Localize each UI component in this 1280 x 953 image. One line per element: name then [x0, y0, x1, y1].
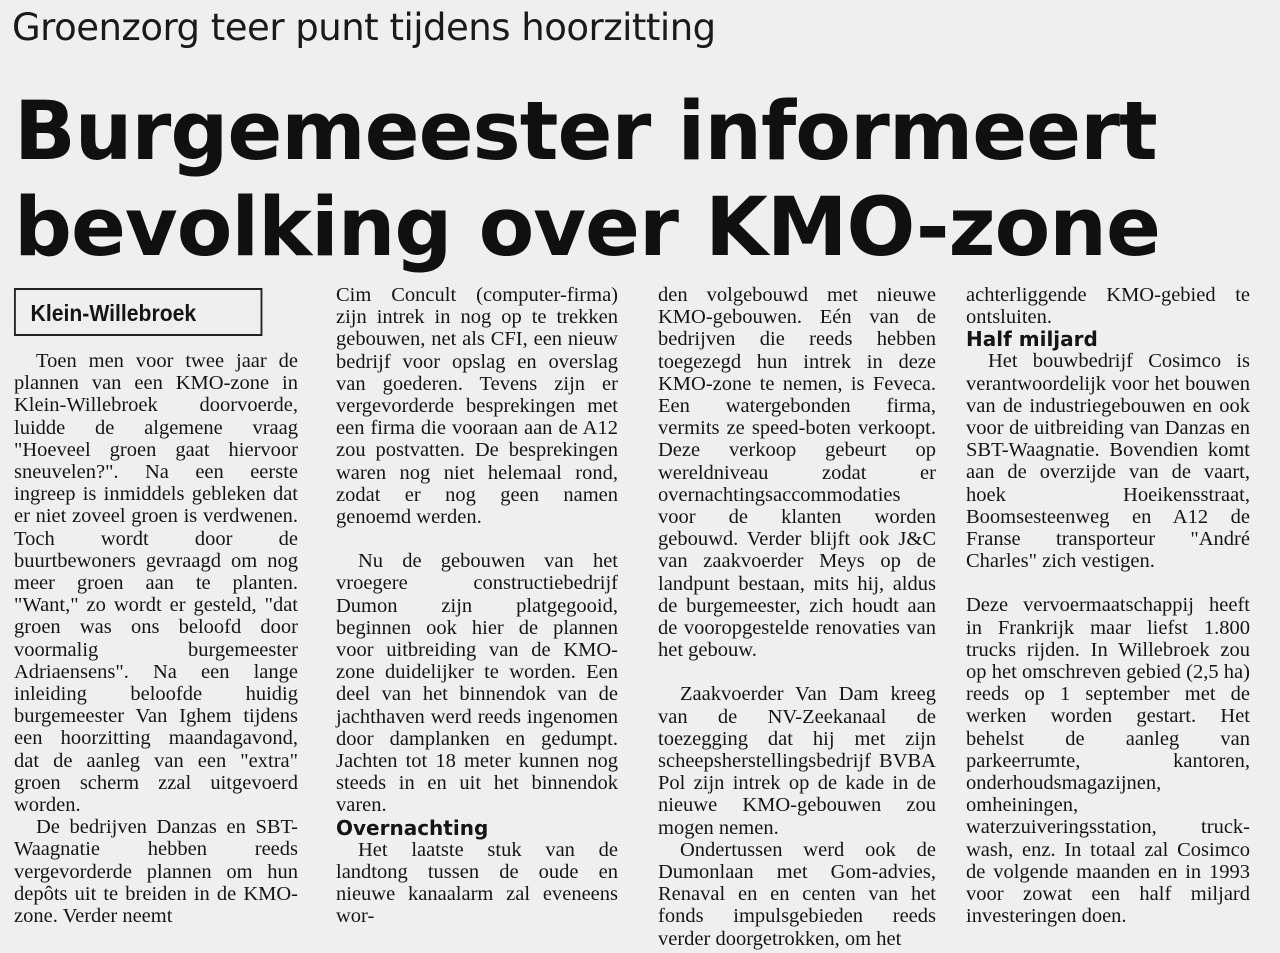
kicker: Groenzorg teer punt tijdens hoorzitting: [12, 6, 716, 49]
column-2: [336, 284, 618, 927]
paragraph: Ondertussen werd ook de Dumonlaan met Gom-advies, Renaval en en centen van het fonds impulsgebieden reeds verder doorgetrokken, om het: [658, 838, 936, 950]
paragraph: Nu de gebouwen van het vroegere constructiebedrijf Dumon zijn platgegooid, beginnen ook hier de plannen voor uitbreiding van de KMO-zone duidelijker te worden. Een deel van het binnendok van de jachthaven werd reeds ingenomen door damplanken en gedumpt. Jachten tot 18 meter kunnen nog steeds in en uit het binnendok varen.: [336, 550, 618, 817]
headline-line-2: bevolking over KMO-zone: [14, 181, 1160, 275]
paragraph: achterliggende KMO-gebied te ontsluiten.: [966, 284, 1250, 329]
subheading-overnachting: Overnachting: [336, 815, 489, 840]
headline: [14, 84, 1160, 276]
paragraph: Het laatste stuk van de landtong tussen de oude en nieuwe kanaalarm zal eveneens wor-: [336, 838, 618, 928]
column-4: [966, 284, 1250, 927]
paragraph: Cim Concult (computer-firma) zijn intrek in nog op te trekken gebouwen, net als CFI, een nieuw bedrijf voor opslag en overslag van goederen. Tevens zijn er vergevorderde besprekingen met een firma die vooraan aan de A12 zou postvatten. De besprekingen waren nog niet helemaal rond, zodat er nog geen namen genoemd werden.: [336, 284, 618, 529]
column-3: [658, 284, 936, 950]
paragraph: De bedrijven Danzas en SBT-Waagnatie hebben reeds vergevorderde plannen om hun depôts uit te breiden in de KMO-zone. Verder neemt: [14, 816, 298, 928]
paragraph: den volgebouwd met nieuwe KMO-gebouwen. Eén van de bedrijven die reeds hebben toegezegd hun intrek in deze KMO-zone te nemen, is Feveca. Een watergebonden firma, vermits ze speed-boten verkoopt. Deze verkoop gebeurt op wereldniveau zodat er overnachtingsaccommodaties voor de klanten worden gebouwd. Verder blijft ook J&C van zaakvoerder Meys op de landpunt bestaan, mits hij, aldus de burgemeester, zich houdt aan de vooropgestelde renovaties van het gebouw.: [658, 284, 936, 662]
paragraph: Zaakvoerder Van Dam kreeg van de NV-Zeekanaal de toezegging dat hij met zijn scheepsherstellingsbedrijf BVBA Pol zijn intrek op de kade in de nieuwe KMO-gebouwen zou mogen nemen.: [658, 683, 936, 839]
subheading-half-miljard: Half miljard: [966, 327, 1098, 352]
column-1: [14, 284, 298, 927]
location-box: Klein-Willebroek: [14, 288, 262, 336]
paragraph: Deze vervoermaatschappij heeft in Frankrijk maar liefst 1.800 trucks rijden. In Willebroek zou op het omschreven gebied (2,5 ha) reeds op 1 september met de werken worden gestart. Het behelst de aanleg van parkeerrumte, kantoren, onderhoudsmagazijnen, omheiningen, waterzuiveringsstation, truck-wash, enz. In totaal zal Cosimco de volgende maanden en in 1993 voor zowat een half miljard investeringen doen.: [966, 594, 1250, 928]
headline-line-1: Burgemeester informeert: [14, 85, 1157, 179]
paragraph: Het bouwbedrijf Cosimco is verantwoordelijk voor het bouwen van de industriegebouwen en ook voor de uitbreiding van Danzas en SBT-Waagnatie. Bovendien komt aan de overzijde van de vaart, hoek Hoeikensstraat, Boomsesteenweg en A12 de Franse transporteur "André Charles" zich vestigen.: [966, 350, 1250, 573]
paragraph: Toen men voor twee jaar de plannen van een KMO-zone in Klein-Willebroek doorvoerde, luidde de algemene vraag "Hoeveel groen gaat hiervoor sneuvelen?". Na een eerste ingreep is inmiddels gebleken dat er niet zoveel groen is verdwenen. Toch wordt door de buurtbewoners gevraagd om nog meer groen aan te planten. "Want," zo wordt er gesteld, "dat groen was ons beloofd door voormalig burgemeester Adriaensens". Na een lange inleiding beloofde huidig burgemeester Van Ighem tijdens een hoorzitting maandagavond, dat de aanleg van een "extra" groen scherm zzal uitgevoerd worden.: [14, 350, 298, 817]
